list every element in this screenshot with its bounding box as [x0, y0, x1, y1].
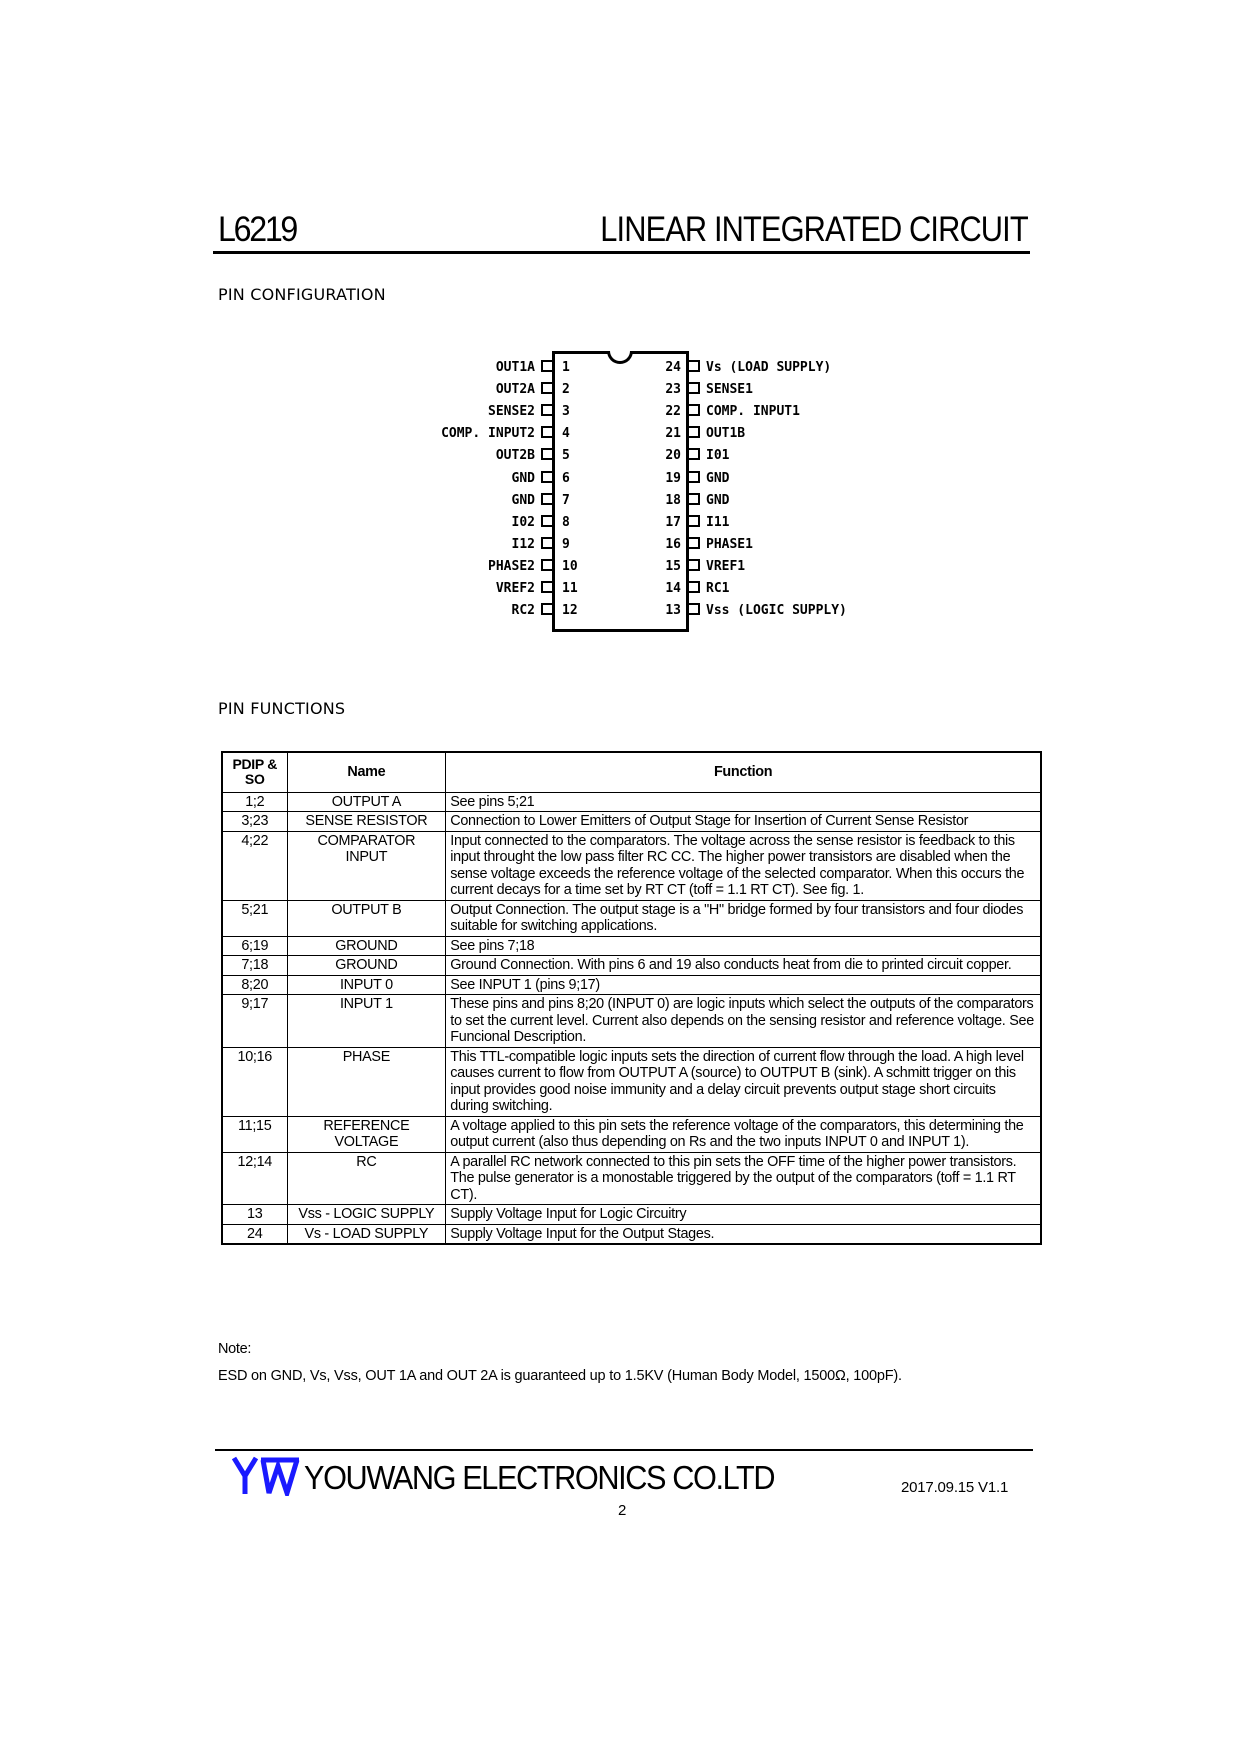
pin-name: SENSE1 — [706, 382, 753, 398]
section-title-pin-configuration: PIN CONFIGURATION — [218, 285, 386, 304]
pin-name: VREF1 — [706, 558, 746, 574]
cell-pin: 1;2 — [222, 792, 287, 812]
pin-number: 22 — [665, 404, 681, 420]
cell-name: RC — [287, 1152, 446, 1205]
pin-label-left — [496, 445, 552, 467]
cell-pin: 6;19 — [222, 936, 287, 956]
pin-number: 8 — [562, 514, 570, 530]
pin-pad-icon — [689, 426, 700, 438]
pin-pad-icon — [541, 559, 552, 571]
pin-name: I11 — [706, 514, 730, 530]
cell-name: PHASE — [287, 1047, 446, 1116]
cell-name: INPUT 1 — [287, 995, 446, 1048]
pin-number: 16 — [665, 536, 681, 552]
pin-number: 23 — [665, 382, 681, 398]
pin-number: 21 — [665, 426, 681, 442]
pin-number: 14 — [665, 581, 681, 596]
pin-pad-icon — [689, 581, 700, 593]
cell-function: Supply Voltage Input for Logic Circuitry — [446, 1205, 1041, 1225]
pin-label-right — [689, 401, 800, 423]
pin-name: GND — [511, 470, 535, 486]
cell-name: GROUND — [287, 936, 446, 956]
part-number: L6219 — [218, 210, 297, 249]
column-header-name: Name — [287, 752, 446, 792]
pin-number: 9 — [562, 536, 570, 552]
cell-function: Supply Voltage Input for the Output Stages. — [446, 1224, 1041, 1244]
pin-label-left — [512, 468, 552, 490]
revision-date: 2017.09.15 V1.1 — [901, 1479, 1009, 1496]
pin-name: OUT2A — [495, 382, 535, 398]
table-row — [222, 831, 1041, 900]
pin-name: RC1 — [706, 581, 730, 596]
pin-label-right — [689, 556, 745, 578]
cell-function: A parallel RC network connected to this pin sets the OFF time of the higher power transistors. The pulse generator is a monostable triggered by the output of the comparators (toff = 1.1 RT CT). — [446, 1152, 1041, 1205]
pin-pad-icon — [541, 537, 552, 549]
table-row — [222, 792, 1041, 812]
pin-number: 20 — [665, 448, 681, 464]
cell-function: See pins 5;21 — [446, 792, 1041, 812]
pin-pad-icon — [689, 603, 700, 615]
cell-name: REFERENCE VOLTAGE — [287, 1116, 446, 1152]
table-row — [222, 1047, 1041, 1116]
pin-pad-icon — [689, 493, 700, 505]
footer-divider — [215, 1449, 1033, 1451]
cell-pin: 12;14 — [222, 1152, 287, 1205]
pin-number: 3 — [562, 404, 570, 420]
pin-label-right — [689, 490, 729, 512]
cell-function: See pins 7;18 — [446, 936, 1041, 956]
pin-pad-icon — [541, 493, 552, 505]
table-row — [222, 900, 1041, 936]
pin-pad-icon — [541, 382, 552, 394]
pin-pad-icon — [541, 581, 552, 593]
table-header-row — [222, 752, 1041, 792]
pin-label-left — [488, 401, 552, 423]
section-title-pin-functions: PIN FUNCTIONS — [218, 699, 346, 718]
column-header-function: Function — [446, 752, 1041, 792]
cell-pin: 10;16 — [222, 1047, 287, 1116]
pin-name: Vss (LOGIC SUPPLY) — [706, 603, 847, 619]
cell-function: Ground Connection. With pins 6 and 19 also conducts heat from die to printed circuit copper. — [446, 956, 1041, 976]
pin-number: 15 — [665, 558, 681, 574]
pin-number: 2 — [562, 382, 570, 398]
company-name: YOUWANG ELECTRONICS CO.LTD — [304, 1459, 775, 1496]
pin-number: 13 — [665, 603, 681, 619]
pin-label-left — [512, 490, 552, 512]
pin-number: 24 — [665, 360, 681, 375]
cell-name: GROUND — [287, 956, 446, 976]
pin-label-right — [689, 512, 729, 534]
cell-function: This TTL-compatible logic inputs sets the direction of current flow through the load. A high level causes current to flow from OUTPUT A (source) to OUTPUT B (sink). A schmitt trigger on this input provides good noise immunity and a delay circuit prevents output stage short circuits during switching. — [446, 1047, 1041, 1116]
pin-label-left — [496, 578, 552, 600]
table-row — [222, 1116, 1041, 1152]
pin-label-left — [496, 357, 552, 379]
note-label: Note: — [218, 1341, 252, 1357]
cell-function: See INPUT 1 (pins 9;17) — [446, 975, 1041, 995]
pin-label-left — [512, 600, 552, 622]
pin-label-left — [441, 423, 552, 445]
company-logo-icon — [231, 1456, 303, 1496]
page-number: 2 — [618, 1502, 627, 1519]
pin-number: 18 — [665, 492, 681, 508]
pin-label-right — [689, 578, 729, 600]
cell-pin: 7;18 — [222, 956, 287, 976]
pin-name: GND — [706, 492, 730, 508]
cell-function: Connection to Lower Emitters of Output Stage for Insertion of Current Sense Resistor — [446, 812, 1041, 832]
cell-function: Input connected to the comparators. The voltage across the sense resistor is feedback to this input throught the low pass filter RC CC. The higher power transistors are disabled when the sense voltage exceeds the reference voltage of the selected comparator. When this occurs the current decays for a time set by RT CT (toff = 1.1 RT CT). See fig. 1. — [446, 831, 1041, 900]
table-row — [222, 936, 1041, 956]
page-header — [214, 206, 1030, 256]
cell-name: OUTPUT A — [287, 792, 446, 812]
pin-pad-icon — [689, 382, 700, 394]
cell-pin: 9;17 — [222, 995, 287, 1048]
cell-name: INPUT 0 — [287, 975, 446, 995]
pin-label-right — [689, 445, 729, 467]
pin-pad-icon — [689, 537, 700, 549]
pin-name: PHASE2 — [488, 558, 535, 574]
cell-pin: 3;23 — [222, 812, 287, 832]
document-title: LINEAR INTEGRATED CIRCUIT — [600, 210, 1028, 249]
table-row — [222, 1205, 1041, 1225]
cell-pin: 13 — [222, 1205, 287, 1225]
pin-name: I02 — [511, 514, 535, 530]
cell-function: A voltage applied to this pin sets the reference voltage of the comparators, this determining the output current (also thus depending on Rs and the two inputs INPUT 0 and INPUT 1). — [446, 1116, 1041, 1152]
pin-pad-icon — [541, 515, 552, 527]
table-row — [222, 995, 1041, 1048]
pin-name: I12 — [511, 536, 535, 552]
pin-label-right — [689, 423, 745, 445]
pin-name: I01 — [706, 448, 730, 464]
pin-name: RC2 — [511, 603, 535, 619]
pin-name: OUT1A — [495, 360, 535, 375]
pin-number: 10 — [562, 558, 578, 574]
pin-pad-icon — [689, 471, 700, 483]
cell-pin: 24 — [222, 1224, 287, 1244]
cell-name: Vss - LOGIC SUPPLY — [287, 1205, 446, 1225]
pin-name: GND — [511, 492, 535, 508]
pin-label-right — [689, 379, 753, 401]
table-row — [222, 812, 1041, 832]
pin-pad-icon — [689, 515, 700, 527]
cell-name: OUTPUT B — [287, 900, 446, 936]
pin-number: 1 — [562, 360, 570, 375]
header-divider — [213, 251, 1030, 254]
cell-function: These pins and pins 8;20 (INPUT 0) are logic inputs which select the outputs of the comparators to set the current level. Current also depends on the sensing resistor and reference voltage. See Funcional Description. — [446, 995, 1041, 1048]
pin-name: GND — [706, 470, 730, 486]
pin-pad-icon — [541, 471, 552, 483]
pin-name: OUT2B — [495, 448, 535, 464]
pin-name: COMP. INPUT2 — [441, 426, 535, 442]
pin-pad-icon — [541, 404, 552, 416]
pin-label-left — [496, 379, 552, 401]
pin-label-left — [512, 534, 552, 556]
column-header-pin: PDIP & SO — [222, 752, 287, 792]
pin-name: PHASE1 — [706, 536, 753, 552]
cell-pin: 11;15 — [222, 1116, 287, 1152]
cell-name: Vs - LOAD SUPPLY — [287, 1224, 446, 1244]
pin-number: 4 — [562, 426, 570, 442]
pin-pad-icon — [689, 404, 700, 416]
pin-pad-icon — [541, 603, 552, 615]
pin-label-right — [689, 357, 831, 379]
pin-name: Vs (LOAD SUPPLY) — [706, 360, 832, 375]
cell-pin: 8;20 — [222, 975, 287, 995]
table-row — [222, 975, 1041, 995]
pin1-notch-icon — [607, 351, 633, 364]
pin-label-left — [512, 512, 552, 534]
table-row — [222, 1152, 1041, 1205]
pin-number: 11 — [562, 581, 578, 596]
table-row — [222, 956, 1041, 976]
cell-pin: 5;21 — [222, 900, 287, 936]
pin-number: 17 — [665, 514, 681, 530]
pin-number: 7 — [562, 492, 570, 508]
pin-label-right — [689, 534, 753, 556]
table-body — [222, 792, 1041, 1244]
pin-name: COMP. INPUT1 — [706, 404, 800, 420]
pin-name: VREF2 — [495, 581, 535, 596]
pin-pad-icon — [689, 559, 700, 571]
table-row — [222, 1224, 1041, 1244]
pin-label-right — [689, 600, 847, 622]
cell-name: COMPARATOR INPUT — [287, 831, 446, 900]
pin-number: 12 — [562, 603, 578, 619]
cell-name: SENSE RESISTOR — [287, 812, 446, 832]
pin-pad-icon — [541, 360, 552, 372]
cell-function: Output Connection. The output stage is a "H" bridge formed by four transistors and four diodes suitable for switching applications. — [446, 900, 1041, 936]
pin-pad-icon — [541, 426, 552, 438]
cell-pin: 4;22 — [222, 831, 287, 900]
pin-number: 19 — [665, 470, 681, 486]
pin-functions-table — [221, 751, 1042, 1245]
pin-pad-icon — [689, 448, 700, 460]
pin-pad-icon — [541, 448, 552, 460]
pin-label-right — [689, 468, 729, 490]
note-text: ESD on GND, Vs, Vss, OUT 1A and OUT 2A is guaranteed up to 1.5KV (Human Body Model, 1500Ω, 100pF). — [218, 1368, 902, 1384]
pin-pad-icon — [689, 360, 700, 372]
pin-name: OUT1B — [706, 426, 746, 442]
pin-label-left — [488, 556, 552, 578]
pin-number: 5 — [562, 448, 570, 464]
pin-number: 6 — [562, 470, 570, 486]
pin-name: SENSE2 — [488, 404, 535, 420]
